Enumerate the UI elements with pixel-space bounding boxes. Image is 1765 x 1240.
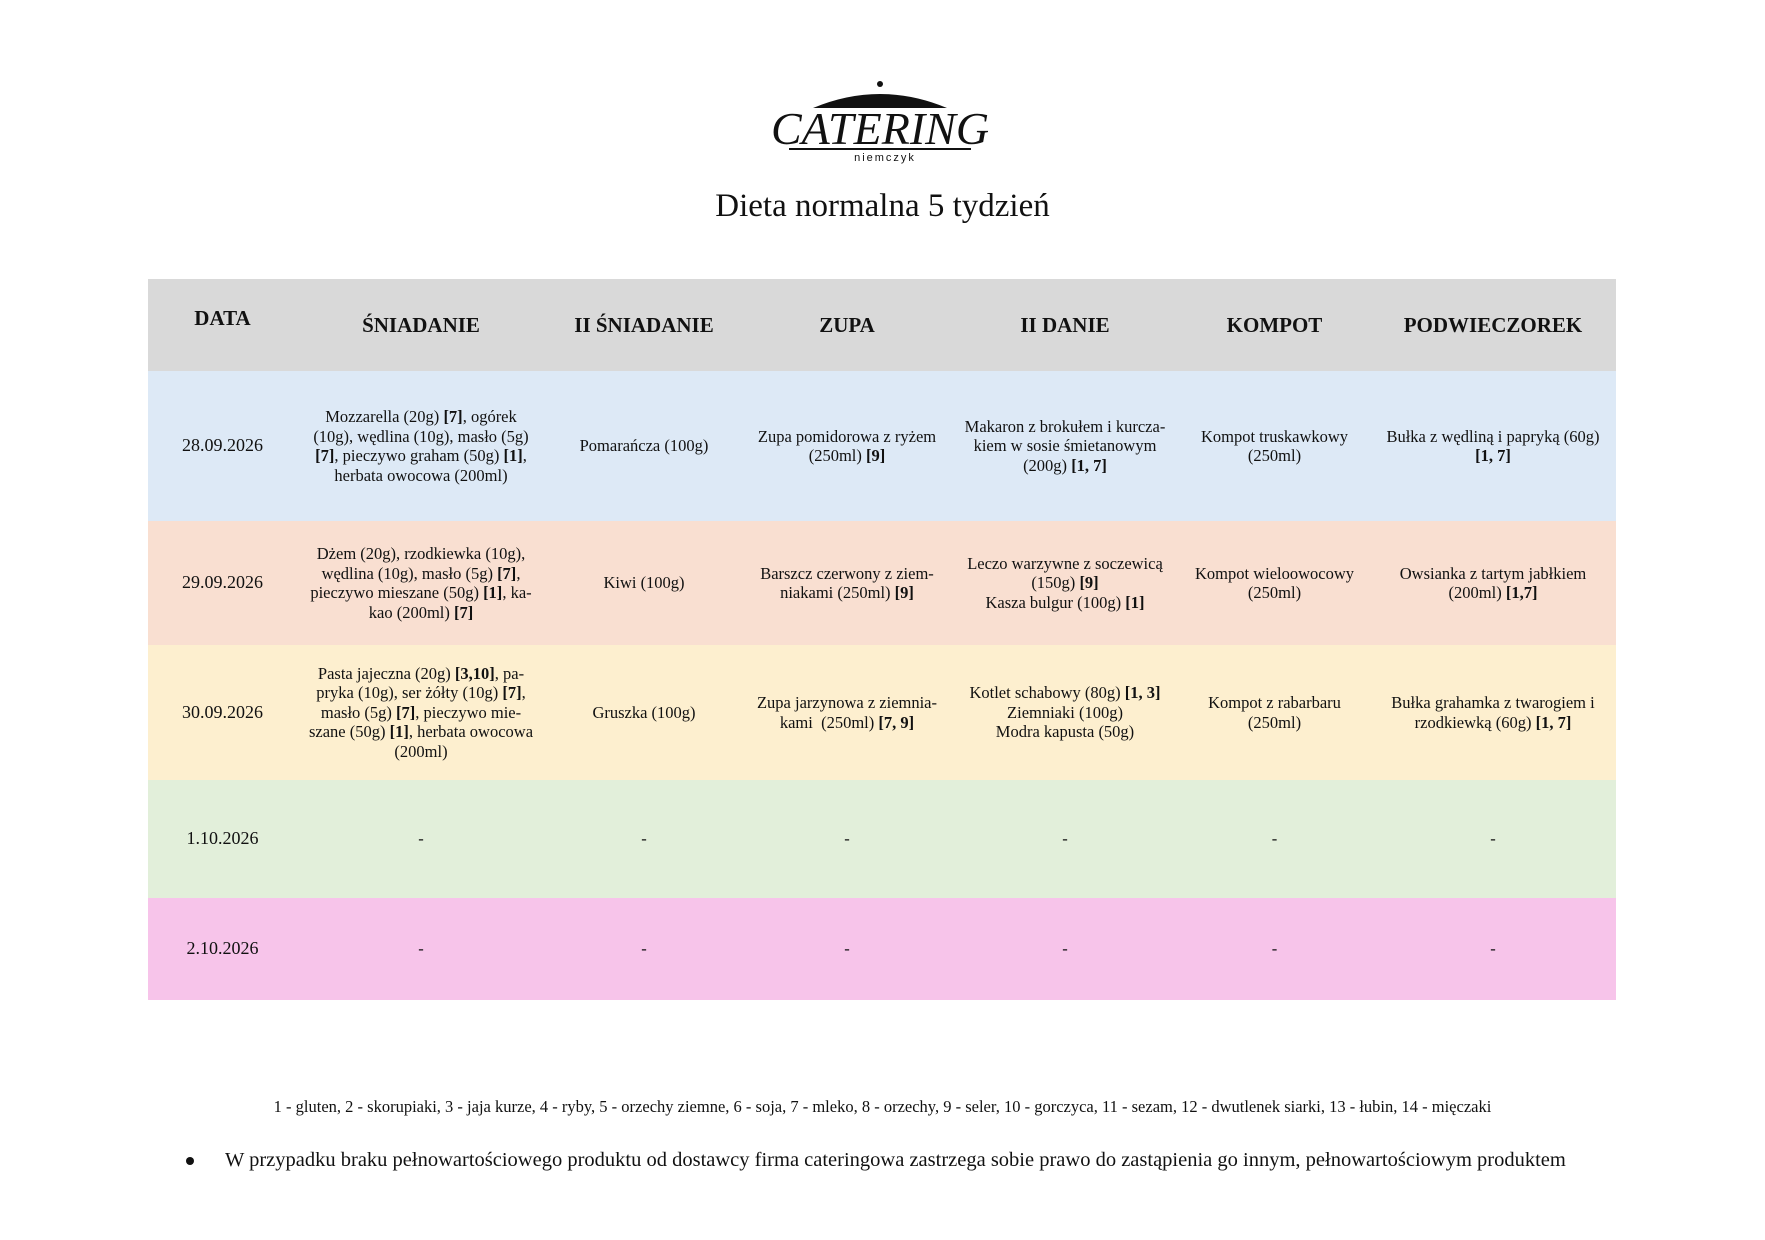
cell-date: 30.09.2026 [148,645,297,780]
cell-date: 2.10.2026 [148,898,297,1000]
cell-ii-sniadanie: Kiwi (100g) [545,521,743,645]
cell-sniadanie: Pasta jajeczna (20g) [3,10], pa- pryka (10g), ser żółty (10g) [7], masło (5g) [7], pieczywo mie- szane (50g) [1], herbata owocowa (200ml) [297,645,545,780]
header-ii-danie: II DANIE [951,279,1179,371]
cell-sniadanie: Dżem (20g), rzodkiewka (10g), wędlina (10g), masło (5g) [7], pieczywo mieszane (50g) [1], ka- kao (200ml) [7] [297,521,545,645]
table-row [148,521,1616,645]
logo-subtitle-text: niemczyk [854,152,916,164]
cell-date: 28.09.2026 [148,371,297,521]
header-podwieczorek: PODWIECZOREK [1370,279,1616,371]
cell-date: 1.10.2026 [148,780,297,898]
table-row [148,898,1616,1000]
cell-ii-danie: - [951,898,1179,1000]
header-ii-sniadanie: II ŚNIADANIE [545,279,743,371]
cell-ii-danie: Kotlet schabowy (80g) [1, 3] Ziemniaki (100g) Modra kapusta (50g) [951,645,1179,780]
cell-podwieczorek: Bułka z wędliną i papryką (60g) [1, 7] [1370,371,1616,521]
substitution-note [186,1149,1566,1172]
cell-kompot: Kompot wieloowocowy (250ml) [1179,521,1370,645]
cloche-logo-icon [770,78,990,164]
cell-sniadanie: Mozzarella (20g) [7], ogórek (10g), wędlina (10g), masło (5g) [7], pieczywo graham (50g) [1], herbata owocowa (200ml) [297,371,545,521]
header-zupa: ZUPA [743,279,951,371]
cell-sniadanie: - [297,898,545,1000]
page-title: Dieta normalna 5 tydzień [715,188,1050,224]
header-row [148,279,1616,371]
cell-zupa: Zupa pomidorowa z ryżem (250ml) [9] [743,371,951,521]
table-row [148,645,1616,780]
cell-zupa: - [743,898,951,1000]
bullet-icon [186,1157,194,1165]
header-sniadanie: ŚNIADANIE [297,279,545,371]
cell-kompot: - [1179,898,1370,1000]
table-row [148,371,1616,521]
cell-podwieczorek: - [1370,780,1616,898]
cell-ii-sniadanie: - [545,780,743,898]
header-date: DATA [148,279,297,371]
cell-ii-danie: Leczo warzywne z soczewicą (150g) [9] Kasza bulgur (100g) [1] [951,521,1179,645]
menu-table [148,279,1616,1000]
header-kompot: KOMPOT [1179,279,1370,371]
cell-sniadanie: - [297,780,545,898]
table-row [148,780,1616,898]
cell-kompot: - [1179,780,1370,898]
note-text: W przypadku braku pełnowartościowego produktu od dostawcy firma cateringowa zastrzega sobie prawo do zastąpienia go innym, pełnowartościowym produktem [225,1149,1566,1171]
allergen-legend: 1 - gluten, 2 - skorupiaki, 3 - jaja kurze, 4 - ryby, 5 - orzechy ziemne, 6 - soja, 7 - mleko, 8 - orzechy, 9 - seler, 10 - gorczyca, 11 - sezam, 12 - dwutlenek siarki, 13 - łubin, 14 - mięczaki [273,1097,1492,1116]
cell-date: 29.09.2026 [148,521,297,645]
logo-brand-text: CATERING [770,103,990,154]
cell-ii-sniadanie: Gruszka (100g) [545,645,743,780]
cell-podwieczorek: Bułka grahamka z twarogiem i rzodkiewką (60g) [1, 7] [1370,645,1616,780]
cell-zupa: - [743,780,951,898]
cell-ii-sniadanie: - [545,898,743,1000]
cell-kompot: Kompot z rabarbaru (250ml) [1179,645,1370,780]
cell-ii-danie: Makaron z brokułem i kurcza- kiem w sosie śmietanowym (200g) [1, 7] [951,371,1179,521]
cell-kompot: Kompot truskawkowy (250ml) [1179,371,1370,521]
cell-ii-danie: - [951,780,1179,898]
cell-podwieczorek: Owsianka z tartym jabłkiem (200ml) [1,7] [1370,521,1616,645]
cell-zupa: Zupa jarzynowa z ziemnia- kami (250ml) [7, 9] [743,645,951,780]
catering-logo [770,78,990,164]
cell-zupa: Barszcz czerwony z ziem- niakami (250ml) [9] [743,521,951,645]
cell-ii-sniadanie: Pomarańcza (100g) [545,371,743,521]
cell-podwieczorek: - [1370,898,1616,1000]
